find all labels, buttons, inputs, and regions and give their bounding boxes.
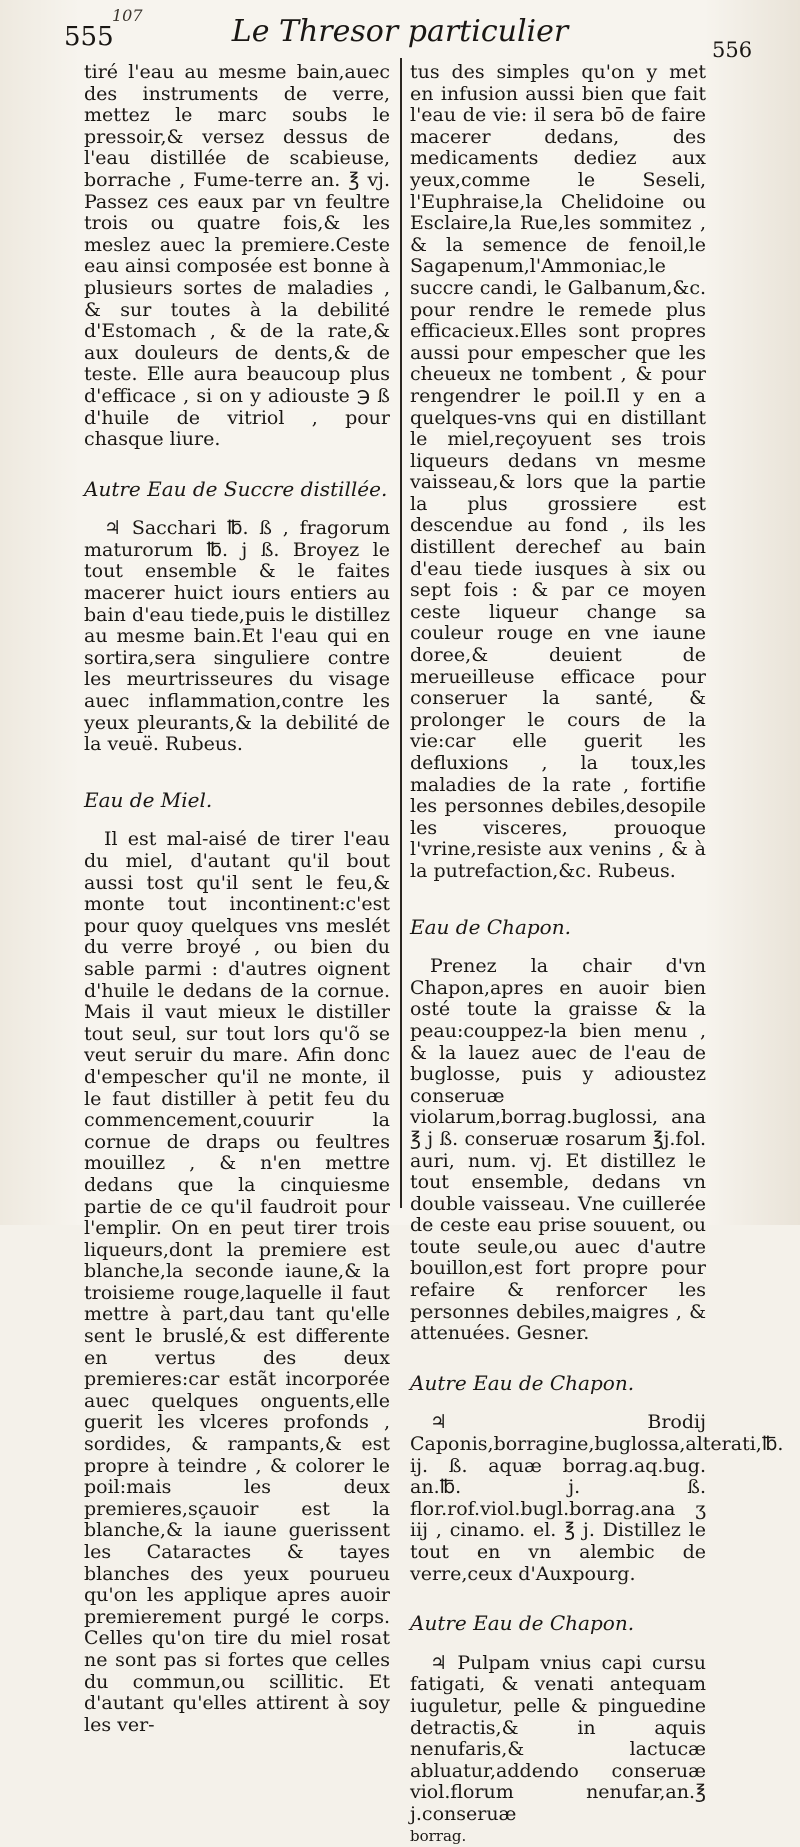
catchword: borrag.: [410, 1826, 467, 1845]
section-heading: Eau de Miel.: [84, 787, 213, 812]
section-heading: Autre Eau de Chapon.: [410, 1370, 635, 1395]
handwritten-mark: 107: [112, 6, 143, 25]
recipe-paragraph: ♃ Sacchari ℔. ß , fragorum maturorum ℔. j ß. Broyez le tout ensemble & le faites macerer huict iours entiers au bain d'eau tiede,puis le distillez au mesme bain.Et l'eau qui en sortira,sera singuliere contre les meurtrisseures du visage auec inflammation,contre les yeux pleurants,& la debilité de la veuë. Rubeus.: [84, 517, 390, 756]
page-number-right: 556: [712, 38, 753, 62]
section-heading: Autre Eau de Chapon.: [410, 1611, 635, 1636]
paragraph: tiré l'eau au mesme bain,auec des instruments de verre, mettez le marc soubs le pressoir,& versez dessus de l'eau distillée de scabieuse, borrache , Fume-terre an. ℥ vj. Passez ces eaux par vn feultre trois ou quatre fois,& les meslez auec la premiere.Ceste eau ainsi composée est bonne à plusieurs sortes de maladies , & sur toutes à la debilité d'Estomach , & de la rate,& aux douleurs de dents,& de teste. Elle aura beaucoup plus d'efficace , si on y adiouste ℈ ß d'huile de vitriol , pour chasque liure.: [84, 61, 390, 451]
recipe-paragraph: ♃ Pulpam vnius capi cursu fatigati, & venati antequam iuguletur, pelle & pinguedine detractis,& in aquis nenufaris,& lactucæ abluatur,addendo conseruæ viol.florum nenufar,an.℥ j.conseruæ: [410, 1651, 706, 1825]
running-title: Le Thresor particulier: [231, 14, 569, 49]
column-divider: [400, 58, 402, 1208]
section-heading: Eau de Chapon.: [410, 914, 571, 939]
page-header: [0, 0, 800, 62]
paragraph: tus des simples qu'on y met en infusion aussi bien que fait l'eau de vie: il sera bō de faire macerer dedans, des medicaments dediez aux yeux,comme le Seseli, l'Euphraise,la Chelidoine ou Esclaire,la Rue,les sommitez , & la semence de fenoil,le Sagapenum,l'Ammoniac,le succre candi, le Galbanum,&c. pour rendre le remede plus efficacieux.Elles sont propres aussi pour empescher que les cheueux ne tombent , & pour rengendrer le poil.Il y en a quelques-vns qui en distillant le miel,reçoyuent ses trois liqueurs dedans vn mesme vaisseau,& lors que la partie la plus grossiere est descendue au fond , ils les distillent derechef au bain d'eau tiede iusques à six ou sept fois : & par ce moyen ceste liqueur change sa couleur rouge en vne iaune doree,& deuient de merueilleuse efficace pour conseruer la santé, & prolonger le cours de la vie:car elle guerit les defluxions , la toux,les maladies de la rate , fortifie les personnes debiles,desopile les visceres, prouoque l'vrine,resiste aux venins , & à la putrefaction,&c. Rubeus.: [410, 61, 706, 882]
recipe-paragraph: ♃ Brodij Caponis,borragine,buglossa,alterati,℔. ij. ß. aquæ borrag.aq.bug. an.℔. j. ß. flor.rof.viol.bugl.borrag.ana ʒ iij , cinamo. el. ℥ j. Distillez le tout en vn alembic de verre,ceux d'Auxpourg.: [410, 1411, 784, 1585]
right-column: [410, 61, 784, 1847]
page-number-left: 555: [64, 22, 114, 52]
left-column: [84, 62, 390, 1736]
paragraph: Il est mal-aisé de tirer l'eau du miel, d'autant qu'il bout aussi tost qu'il sent le feu,& monte tout incontinent:c'est pour quoy quelques vns meslét du verre broyé , ou bien du sable parmi : d'autres oignent d'huile le dedans de la cornue. Mais il vaut mieux le distiller tout seul, sur tout lors qu'õ se veut seruir du mare. Afin donc d'empescher qu'il ne monte, il le faut distiller à petit feu du commencement,couurir la cornue de draps ou feultres mouillez , & n'en mettre dedans que la cinquiesme partie de ce qu'il faudroit pour l'emplir. On en peut tirer trois liqueurs,dont la premiere est blanche,la seconde iaune,& la troisieme rouge,laquelle il faut mettre à part,dau tant qu'elle sent le bruslé,& est differente en vertus des deux premieres:car estãt incorporée auec quelques onguents,elle guerit les vlceres profonds , sordides, & rampants,& est propre à teindre , & colorer le poil:mais les deux premieres,sçauoir est la blanche,& la iaune guerissent les Cataractes & tayes blanches des yeux pourueu qu'on les applique apres auoir premierement purgé le corps. Celles qu'on tire du miel rosat ne sont pas si fortes que celles du commun,ou scillitic. Et d'autant qu'elles attirent à soy les ver-: [84, 828, 390, 1736]
paragraph: Prenez la chair d'vn Chapon,apres en auoir bien osté toute la graisse & la peau:couppez-la bien menu , & la lauez auec de l'eau de buglosse, puis y adioustez conseruæ violarum,borrag.buglossi, ana ℥ j ß. conseruæ rosarum ℥j.fol. auri, num. vj. Et distillez le tout ensemble, dedans vn double vaisseau. Vne cuillerée de ceste eau prise souuent, ou toute seule,ou auec d'autre bouillon,est fort propre pour refaire & renforcer les personnes debiles,maigres , & attenuées. Gesner.: [410, 955, 706, 1345]
section-heading: Autre Eau de Succre distillée.: [84, 476, 388, 501]
